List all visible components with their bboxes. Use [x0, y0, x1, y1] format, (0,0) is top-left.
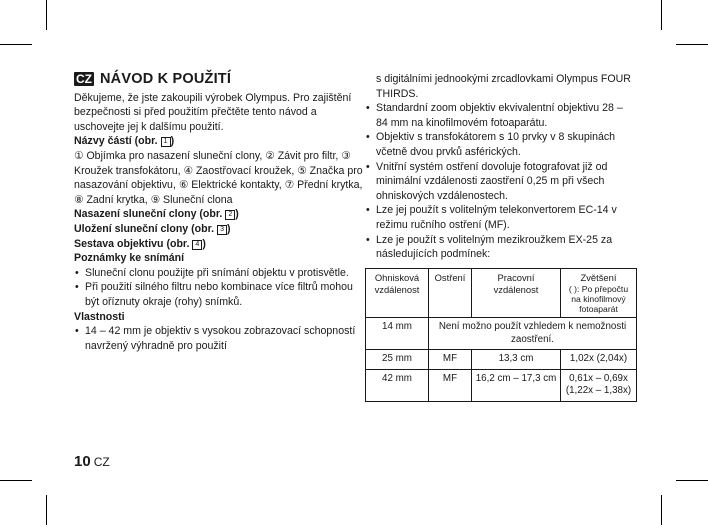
list-item: • Standardní zoom objektiv ekvivalentní objektivu 28 – 84 mm na kinofilmovém fotoaparátu.	[365, 101, 637, 130]
notes-list	[74, 266, 364, 310]
notes-heading: Poznámky ke snímání	[74, 252, 185, 265]
crop-mark	[676, 44, 708, 45]
features-heading: Vlastnosti	[74, 310, 125, 323]
right-column	[365, 72, 637, 402]
cell-focus: MF	[429, 350, 472, 370]
list-item: • Při použití silného filtru nebo kombinace více filtrů mohou být oříznuty okraje (rohy) snímků.	[74, 280, 364, 309]
crop-mark	[46, 495, 47, 525]
figure-number: 4	[192, 240, 202, 250]
list-item: • Sluneční clonu použijte při snímání objektu v protisvětle.	[74, 266, 364, 281]
table-row	[366, 350, 637, 370]
page-number: 10	[74, 453, 91, 470]
figure-number: 1	[161, 137, 171, 147]
list-item: • Lze je použít s volitelným mezikroužkem EX-25 za následujících podmínek:	[365, 233, 637, 262]
cell-focal: 25 mm	[366, 350, 429, 370]
list-item: • 14 – 42 mm je objektiv s vysokou zobrazovací schopností navržený výhradně pro použití	[74, 324, 364, 353]
header-focal-length: Ohnisková vzdálenost	[366, 268, 429, 318]
crop-mark	[661, 0, 662, 30]
cell-focal: 14 mm	[366, 318, 429, 350]
cell-focal: 42 mm	[366, 369, 429, 401]
intro-text: Děkujeme, že jste zakoupili výrobek Olympus. Pro zajištění bezpečnosti si před použitím přečtěte tento návod a uschovejte jej k dalšímu použití.	[74, 91, 352, 133]
cell-focus: MF	[429, 369, 472, 401]
list-item: • Objektiv s transfokátorem s 10 prvky v 8 skupinách včetně dvou prvků asférických.	[365, 130, 637, 159]
store-hood-heading: Uložení sluneční clony (obr. 3 )	[74, 222, 231, 235]
list-item: • Lze jej použít s volitelným telekonvertorem EC-14 v režimu ručního ostření (MF).	[365, 203, 637, 232]
left-column	[74, 72, 364, 353]
page-footer	[74, 453, 110, 470]
parts-list: ① Objímka pro nasazení sluneční clony, ② Závit pro filtr, ③ Kroužek transfokátoru, ④ Zaostřovací kroužek, ⑤ Značka pro nasazování objektivu, ⑥ Elektrické kontakty, ⑦ Přední krytka, ⑧ Zadní krytka, ⑨ Sluneční clona	[74, 149, 363, 206]
crop-mark	[661, 495, 662, 525]
list-item-continuation: s digitálními jednookými zrcadlovkami Olympus FOUR THIRDS.	[376, 73, 631, 100]
table-row	[366, 318, 637, 350]
cell-magnification: 0,61x – 0,69x (1,22x – 1,38x)	[561, 369, 637, 401]
page-title: NÁVOD K POUŽITÍ	[100, 71, 232, 87]
table-header-row	[366, 268, 637, 318]
crop-mark	[676, 480, 708, 481]
extension-tube-table	[365, 268, 637, 402]
language-badge: CZ	[76, 72, 92, 87]
parts-heading: Názvy částí (obr. 1 )	[74, 135, 175, 148]
cell-note: Není možno použít vzhledem k nemožnosti zaostření.	[429, 318, 637, 350]
features-list	[365, 101, 637, 262]
assembly-heading: Sestava objektivu (obr. 4 )	[74, 237, 206, 250]
title-row	[74, 72, 364, 87]
crop-mark	[0, 44, 32, 45]
crop-mark	[46, 0, 47, 30]
footer-language: CZ	[93, 455, 110, 469]
crop-mark	[0, 480, 32, 481]
table-row	[366, 369, 637, 401]
figure-number: 3	[217, 225, 227, 235]
figure-number: 2	[225, 210, 235, 220]
header-distance: Pracovní vzdálenost	[472, 268, 561, 318]
list-item: • Vnitřní systém ostření dovoluje fotografovat již od minimální vzdálenosti zaostření 0,25 m při všech ohniskových vzdálenostech.	[365, 160, 637, 204]
header-magnification-note: ( ): Po přepočtu na kinofilmový fotoaparát	[568, 284, 629, 315]
cell-distance: 16,2 cm – 17,3 cm	[472, 369, 561, 401]
features-list-start	[74, 324, 364, 353]
header-focus: Ostření	[429, 268, 472, 318]
cell-magnification: 1,02x (2,04x)	[561, 350, 637, 370]
header-magnification: Zvětšení ( ): Po přepočtu na kinofilmový fotoaparát	[561, 268, 637, 318]
mount-hood-heading: Nasazení sluneční clony (obr. 2 )	[74, 208, 239, 221]
cell-distance: 13,3 cm	[472, 350, 561, 370]
